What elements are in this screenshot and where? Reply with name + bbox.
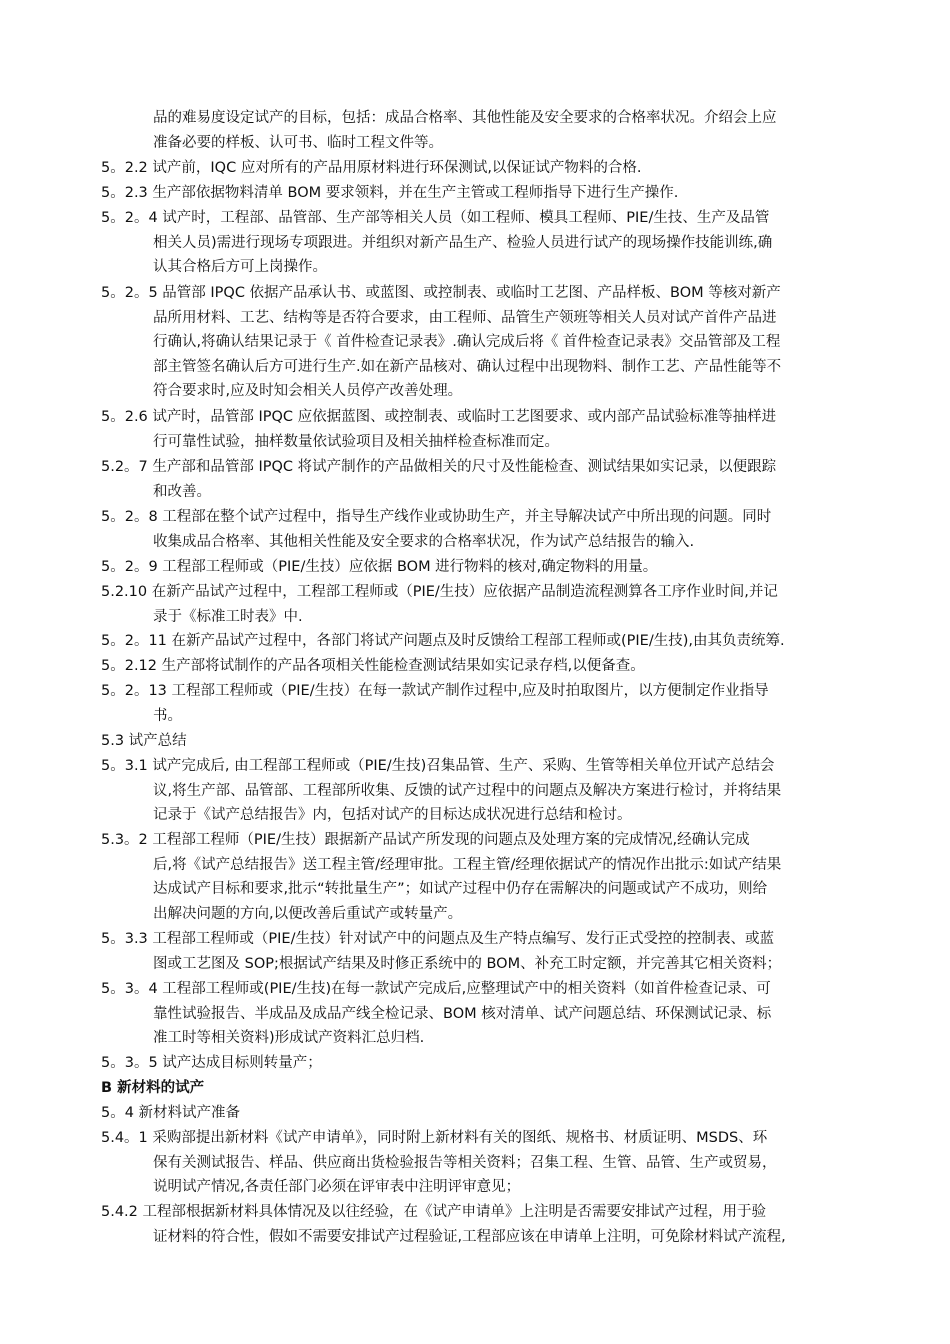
text-line: 5。2.6 试产时，品管部 IPQC 应依据蓝图、或控制表、或临时工艺图要求、或内部产品试验标准等抽样进 (101, 409, 777, 425)
text-line: 5。3.3 工程部工程师或（PIE/生技）针对试产中的问题点及生产特点编写、发行正式受控的控制表、或蓝 (101, 931, 774, 947)
text-line: 5.3。2 工程部工程师（PIE/生技）跟据新产品试产所发现的问题点及处理方案的完成情况,经确认完成 (101, 832, 750, 848)
paragraph-5-4-2 (101, 1200, 881, 1249)
paragraph-5-2-5 (101, 281, 881, 404)
text-line: 5。3.1 试产完成后, 由工程部工程师或（PIE/生技)召集品管、生产、采购、生管等相关单位开试产总结会 (101, 758, 775, 774)
text-line: 记录于《试产总结报告》内，包括对试产的目标达成状况进行总结和检讨。 (153, 807, 632, 823)
paragraph-5-2-3 (101, 181, 881, 206)
text-line: 5。2。13 工程部工程师或（PIE/生技）在每一款试产制作过程中,应及时拍取图片，以方便制定作业指导 (101, 683, 769, 699)
paragraph-5-2-7 (101, 455, 881, 504)
paragraph-5-3-2 (101, 828, 881, 926)
text-line: 5。2.12 生产部将试制作的产品各项相关性能检查测试结果如实记录存档,以便备查。 (101, 658, 645, 674)
paragraph-5-4 (101, 1101, 881, 1126)
text-line: 证材料的符合性，假如不需要安排试产过程验证,工程部应该在申请单上注明，可免除材料试产流程, (153, 1228, 786, 1245)
text-line: 行可靠性试验，抽样数量依试验项目及相关抽样检查标准而定。 (153, 433, 559, 450)
text-line: 品所用材料、工艺、结构等是否符合要求，由工程师、品管生产领班等相关人员对试产首件产品进 (153, 309, 777, 326)
section-heading-5-3 (101, 729, 881, 754)
paragraph-5-3-4 (101, 977, 881, 1051)
paragraph-5-2-9 (101, 555, 881, 580)
text-line: 5。2.3 生产部依据物料清单 BOM 要求领料，并在生产主管或工程师指导下进行生产操作. (101, 185, 679, 201)
paragraph-5-2-10 (101, 580, 881, 629)
text-line: 行确认,将确认结果记录于《 首件检查记录表》.确认完成后将《 首件检查记录表》交品管部及工程 (153, 334, 781, 350)
text-line: 录于《标准工时表》中. (153, 608, 303, 625)
section-title: B 新材料的试产 (101, 1080, 205, 1096)
text-line: 5。2。11 在新产品试产过程中，各部门将试产问题点及时反馈给工程部工程师或(PIE/生技),由其负责统筹. (101, 633, 785, 649)
text-line: 5。2。5 品管部 IPQC 依据产品承认书、或蓝图、或控制表、或临时工艺图、产品样板、BOM 等核对新产 (101, 285, 781, 301)
text-line: 准备必要的样板、认可书、临时工程文件等。 (153, 134, 443, 151)
text-line: 5。2。9 工程部工程师或（PIE/生技）应依据 BOM 进行物料的核对,确定物料的用量。 (101, 559, 658, 575)
paragraph-5-2-13 (101, 679, 881, 728)
text-line: 议,将生产部、品管部、工程部所收集、反馈的试产过程中的问题点及解决方案进行检讨，并将结果 (153, 782, 782, 799)
section-title: 5.3 试产总结 (101, 733, 187, 749)
text-line: 符合要求时,应及时知会相关人员停产改善处理。 (153, 383, 463, 399)
text-line: 达成试产目标和要求,批示“转批量生产”；如试产过程中仍存在需解决的问题或试产不成功，则给 (153, 881, 768, 897)
paragraph-5-3-5 (101, 1051, 881, 1076)
text-line: 部主管签名确认后方可进行生产.如在新产品核对、确认过程中出现物料、制作工艺、产品性能等不 (153, 358, 782, 375)
paragraph-5-2-8 (101, 505, 881, 554)
paragraph-5-2-2 (101, 156, 881, 181)
text-line: 5.2.10 在新产品试产过程中，工程部工程师或（PIE/生技）应依据产品制造流程测算各工序作业时间,并记 (101, 584, 778, 600)
text-line: 出解决问题的方向,以便改善后重试产或转量产。 (153, 905, 463, 922)
text-line: 收集成品合格率、其他相关性能及安全要求的合格率状况，作为试产总结报告的输入. (153, 533, 695, 550)
text-line: 相关人员)需进行现场专项跟进。并组织对新产品生产、检验人员进行试产的现场操作技能训练,确 (153, 234, 773, 251)
text-line: 5。2。8 工程部在整个试产过程中，指导生产线作业或协助生产，并主导解决试产中所出现的问题。同时 (101, 509, 772, 525)
paragraph-5-4-1 (101, 1126, 881, 1200)
text-line: 5。3。5 试产达成目标则转量产； (101, 1055, 322, 1071)
text-line: 书。 (153, 707, 182, 724)
text-line: 后,将《试产总结报告》送工程主管/经理审批。工程主管/经理依据试产的情况作出批示:如试产结果 (153, 856, 782, 873)
text-line: 保有关测试报告、样品、供应商出货检验报告等相关资料；召集工程、生管、品管、生产或贸易， (153, 1154, 777, 1171)
paragraph-5-2-11 (101, 629, 881, 654)
text-line: 5.2。7 生产部和品管部 IPQC 将试产制作的产品做相关的尺寸及性能检查、测试结果如实记录，以便跟踪 (101, 459, 777, 475)
paragraph-5-3-3 (101, 927, 881, 976)
text-line: 说明试产情况,各责任部门必须在评审表中注明评审意见； (153, 1179, 521, 1195)
text-line: 和改善。 (153, 483, 211, 500)
section-heading-b (101, 1076, 881, 1101)
text-line: 认其合格后方可上岗操作。 (153, 259, 327, 275)
text-line: 5。4 新材料试产准备 (101, 1105, 241, 1121)
text-line: 图或工艺图及 SOP;根据试产结果及时修正系统中的 BOM、补充工时定额，并完善其它相关资料； (153, 955, 782, 972)
text-line: 5.4。1 采购部提出新材料《试产申请单》，同时附上新材料有关的图纸、规格书、材质证明、MSDS、环 (101, 1130, 768, 1146)
text-line: 5。2.2 试产前，IQC 应对所有的产品用原材料进行环保测试,以保证试产物料的合格. (101, 160, 642, 176)
text-line: 5。2。4 试产时，工程部、品管部、生产部等相关人员（如工程师、模具工程师、PIE/生技、生产及品管 (101, 210, 770, 226)
text-line: 品的难易度设定试产的目标，包括：成品合格率、其他性能及安全要求的合格率状况。介绍会上应 (153, 110, 777, 126)
paragraph-5-2-4 (101, 206, 881, 280)
paragraph-5-3-1 (101, 754, 881, 828)
text-line: 准工时等相关资料)形成试产资料汇总归档. (153, 1030, 425, 1046)
paragraph-5-2-12 (101, 654, 881, 679)
text-line: 5.4.2 工程部根据新材料具体情况及以往经验，在《试产申请单》上注明是否需要安排试产过程，用于验 (101, 1204, 766, 1220)
text-line: 靠性试验报告、半成品及成品产线全检记录、BOM 核对清单、试产问题总结、环保测试记录、标 (153, 1005, 772, 1022)
paragraph-5-2-6 (101, 405, 881, 454)
text-line: 5。3。4 工程部工程师或(PIE/生技)在每一款试产完成后,应整理试产中的相关资料（如首件检查记录、可 (101, 981, 771, 997)
paragraph-continuation (101, 106, 881, 155)
